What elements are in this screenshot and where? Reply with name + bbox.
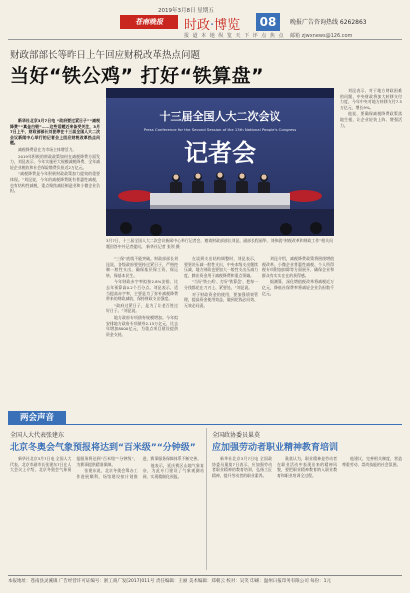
article-paragraph: 减税降费意在为市场主体增活力。 <box>18 146 77 152</box>
ad-hotline: 晚报广告咨询热线 6262863 <box>290 19 367 26</box>
footer-rule <box>8 575 402 576</box>
article-paragraph: 据测算，深化增值税改革将减税近万亿元，降低社保费率将减轻企业负担数千亿元。 <box>262 279 334 296</box>
left-story-kicker: 全国人大代表张建东 <box>10 432 65 439</box>
article-paragraph: 新华社北京3月7日电 “政府要过紧日子”“减税降费”“真金白银”……这些话题近来备受关注，3月7日上午，财政部部长刘昆等在十三届全国人大二次会议新闻中心举行的记者会上回应财税改革热点问题。 <box>10 118 100 146</box>
masthead <box>8 6 402 40</box>
section-banner: 两会声音 <box>8 411 66 425</box>
article-paragraph: “政府过紧日子，是为了让老百姓过好日子。”刘昆说。 <box>106 302 178 314</box>
banner-rule <box>66 424 402 425</box>
right-story-body <box>212 456 402 572</box>
photo-caption: 3月7日，十三届全国人大二次会议新闻中心举行记者会，邀请财政部部长刘昆、副部长程丽华、刘伟就“财税改革和财政工作”相关问题回答中外记者提问。 新华社记者 张领 摄 <box>106 238 333 249</box>
paper-logo: 苍南晚报 <box>120 15 178 29</box>
story-paragraph: 巢莫认为，职业精神是劳动者在职业活动中表现出来的精神风貌，要把职业精神教育纳入职业教育和职业培训全过程。 <box>277 456 337 478</box>
article-paragraph: 地方政府专项债券规模增加。今年拟安排地方政府专项债券2.15万亿元，比去年增加8000亿元，为重点项目建设提供资金支持。 <box>106 314 178 337</box>
photo-illustration <box>106 88 334 236</box>
masthead-subtitle: 报 道 本 地 纵 览 天 下 评 点 焦 点 <box>184 33 285 39</box>
left-story-body <box>10 456 204 572</box>
article-paragraph: “减税降费是今年积极财政政策加力提效的重要体现。”刘昆说，今年的减税降费既有普惠性减税，也有结构性减税，重点聚焦减轻制造业和小微企业负担。 <box>10 171 100 194</box>
article-paragraph: 2019年积极的财政政策如何在减税降费方面发力，刘昆表示，今年实施更大规模减税降费，全年减轻企业税收和社会保险缴费负担近2万亿元。 <box>10 153 100 170</box>
article-headline: 当好“铁公鸡” 打好“铁算盘” <box>10 65 265 87</box>
section-sep: · <box>210 18 215 33</box>
section-a: 时政 <box>184 18 211 33</box>
article-column-3 <box>184 256 258 406</box>
press-conference-photo <box>106 88 334 236</box>
article-column-5 <box>340 88 402 406</box>
photo-title-cn: 记者会 <box>184 139 256 167</box>
left-story-headline: 北京冬奥会气象预报将达到“百米级”“分钟级” <box>10 443 196 453</box>
photo-banner-cn: 十三届全国人大二次会议 <box>159 110 281 123</box>
right-story-headline: 应加强劳动者职业精神教育培训 <box>212 443 339 453</box>
article-paragraph: 今年财政赤字率拟按2.8%安排，比去年预算高0.2个百分点。刘昆表示，适当提高赤字率，主要是为了弥补减税降费带来的财政减收，保持财政支出强度。 <box>106 279 178 302</box>
story-paragraph: 新华社北京3月7日电 全国政协委员巢莫7日表示，应加强劳动者职业精神的教育培训，弘扬工匠精神，提升劳动者的职业素养。 <box>212 456 272 478</box>
article-paragraph: 对于财政资金的使用，要加强绩效管理，提高资金使用效益，做到花钱必问效、无效必问责。 <box>184 291 258 308</box>
article-paragraph: “当好‘铁公鸡’、打好‘铁算盘’，把每一分钱都花在刀刃上、紧要处。”刘昆说。 <box>184 279 258 290</box>
article-column-4 <box>262 256 334 406</box>
story-paragraph: 他表示，延庆赛区山地气象复杂，为此专门建设了气象观测站网，实现精细化预报。 <box>142 462 204 479</box>
photo-banner-en: Press Conference for the Second Session of the 13th National People's Congress <box>143 127 297 132</box>
article-paragraph: 刘昆介绍，减税降费政策将围绕增值税改革、小微企业普惠性减税、个人所得税专项附加扣除等方面展开，确保企业和群众有实实在在的获得感。 <box>262 256 334 278</box>
article-column-2 <box>106 256 178 406</box>
issue-date: 2019年3月8日 星期五 <box>158 8 214 14</box>
article-paragraph: 刘昆表示，对于地方财政困难的问题，中央财政将加大转移支付力度，今年中央对地方转移支付7.5万亿元，增长9%。 <box>340 88 402 110</box>
header-rule <box>8 39 402 40</box>
column-divider <box>206 428 207 570</box>
story-paragraph: 他建议，完善相关制度，营造尊重劳动、崇尚技能的社会氛围。 <box>342 456 402 467</box>
story-paragraph: 新华社北京3月7日电 全国人大代表、北京市副市长张建东7日在人大会议上介绍，北京冬奥会气象预报服务将达到“百米级”“分钟级”，为赛事提供精准保障。 <box>10 456 138 473</box>
contact-email: 邮箱 zjwxnews@126.com <box>290 33 353 39</box>
page-number: 08 <box>256 13 280 31</box>
article-column-1 <box>10 118 100 406</box>
right-story-kicker: 全国政协委员巢莫 <box>212 432 261 439</box>
article-paragraph: “三保”底线不能突破。财政部部长刘昆说，各级政府要坚持过紧日子，严格控制一般性支出，确保基层保工资、保运转、保基本民生。 <box>106 256 178 278</box>
article-kicker: 财政部部长等昨日上午回应财税改革热点问题 <box>10 50 201 61</box>
article-paragraph: 在谈到支出结构调整时，刘昆表示，要坚决压减一般性支出，中央本级支出继续压减，地方财政也要加大一般性支出压减力度，腾出资金用于减税降费和重点领域。 <box>184 256 258 278</box>
section-b: 博览 <box>214 18 241 33</box>
article-paragraph: 他说，要确保减税降费政策落地生根，让企业轻装上阵、增强活力。 <box>340 111 402 128</box>
page-footer: 本报地址：苍南县灵溪镇 广告经营许可证编号：浙工商广发[2017]011号 责任编辑：王丽 美术编辑：郑朝云 校对：吴笑 印刷：温州日报印务有限公司 每份：1元 <box>8 579 331 584</box>
story-paragraph: 张建东说，北京冬奥会筹办工作进展顺利，场馆建设按计划推进，赛事服务保障体系不断完善。 <box>76 456 202 479</box>
section-title <box>184 14 240 33</box>
